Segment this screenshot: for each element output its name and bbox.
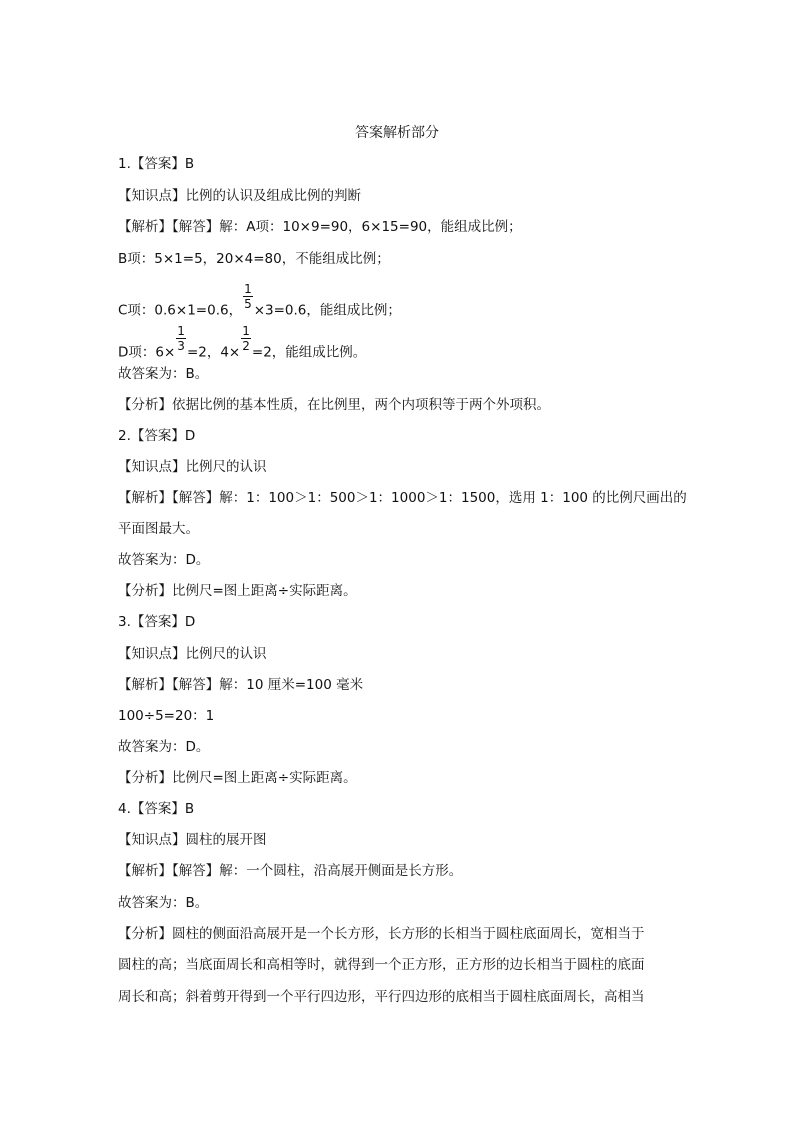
fraction-one-third — [176, 324, 186, 353]
q1-analysis-c — [118, 282, 401, 325]
q2-analysis-2: 平面图最大。 — [118, 521, 199, 537]
q2-answer: 2.【答案】D — [118, 428, 196, 444]
q2-knowledge: 【知识点】比例尺的认识 — [118, 459, 267, 475]
q4-answer: 4.【答案】B — [118, 801, 195, 817]
fraction-denominator: 3 — [177, 339, 185, 353]
q1-fenxi: 【分析】依据比例的基本性质，在比例里，两个内项积等于两个外项积。 — [118, 397, 550, 413]
q3-knowledge: 【知识点】比例尺的认识 — [118, 646, 267, 662]
q4-knowledge: 【知识点】圆柱的展开图 — [118, 832, 267, 848]
fraction-one-fifth — [243, 282, 253, 311]
page-title: 答案解析部分 — [355, 125, 439, 141]
q3-fenxi: 【分析】比例尺=图上距离÷实际距离。 — [118, 770, 357, 786]
fraction-numerator: 1 — [242, 324, 250, 338]
q1-c-suffix: ×3=0.6，能组成比例； — [253, 302, 401, 319]
fraction-denominator: 2 — [242, 339, 250, 353]
q3-analysis-2: 100÷5=20：1 — [118, 708, 215, 724]
q2-result: 故答案为：D。 — [118, 552, 210, 568]
q1-d-prefix: D项：6× — [118, 344, 176, 361]
fraction-numerator: 1 — [177, 324, 185, 338]
q3-analysis-1: 【解析】【解答】解：10 厘米=100 毫米 — [118, 677, 364, 693]
q4-fenxi-1: 【分析】圆柱的侧面沿高展开是一个长方形，长方形的长相当于圆柱底面周长，宽相当于 — [118, 926, 645, 942]
q3-answer: 3.【答案】D — [118, 614, 196, 630]
q1-d-middle: =2，4× — [186, 344, 241, 361]
q1-answer: 1.【答案】B — [118, 156, 195, 172]
q1-c-prefix: C项：0.6×1=0.6， — [118, 302, 243, 319]
q4-fenxi-3: 周长和高；斜着剪开得到一个平行四边形，平行四边形的底相当于圆柱底面周长，高相当 — [118, 989, 645, 1005]
q1-analysis-b: B项：5×1=5，20×4=80，不能组成比例； — [118, 251, 390, 267]
q1-d-suffix: =2，能组成比例。 — [251, 344, 367, 361]
fraction-numerator: 1 — [244, 282, 252, 296]
q1-result: 故答案为：B。 — [118, 366, 209, 382]
fraction-one-half — [241, 324, 251, 353]
q4-fenxi-2: 圆柱的高；当底面周长和高相等时，就得到一个正方形，正方形的边长相当于圆柱的底面 — [118, 957, 645, 973]
q1-analysis-a: 【解析】【解答】解：A项：10×9=90，6×15=90，能组成比例； — [118, 219, 522, 235]
q4-analysis: 【解析】【解答】解：一个圆柱，沿高展开侧面是长方形。 — [118, 863, 463, 879]
q1-knowledge: 【知识点】比例的认识及组成比例的判断 — [118, 188, 361, 204]
q3-result: 故答案为：D。 — [118, 739, 210, 755]
q1-analysis-d — [118, 324, 367, 367]
q2-fenxi: 【分析】比例尺=图上距离÷实际距离。 — [118, 583, 357, 599]
q4-result: 故答案为：B。 — [118, 895, 209, 911]
fraction-denominator: 5 — [244, 297, 252, 311]
q2-analysis-1: 【解析】【解答】解：1：100＞1：500＞1：1000＞1：1500，选用 1：100 的比例尺画出的 — [118, 490, 687, 506]
